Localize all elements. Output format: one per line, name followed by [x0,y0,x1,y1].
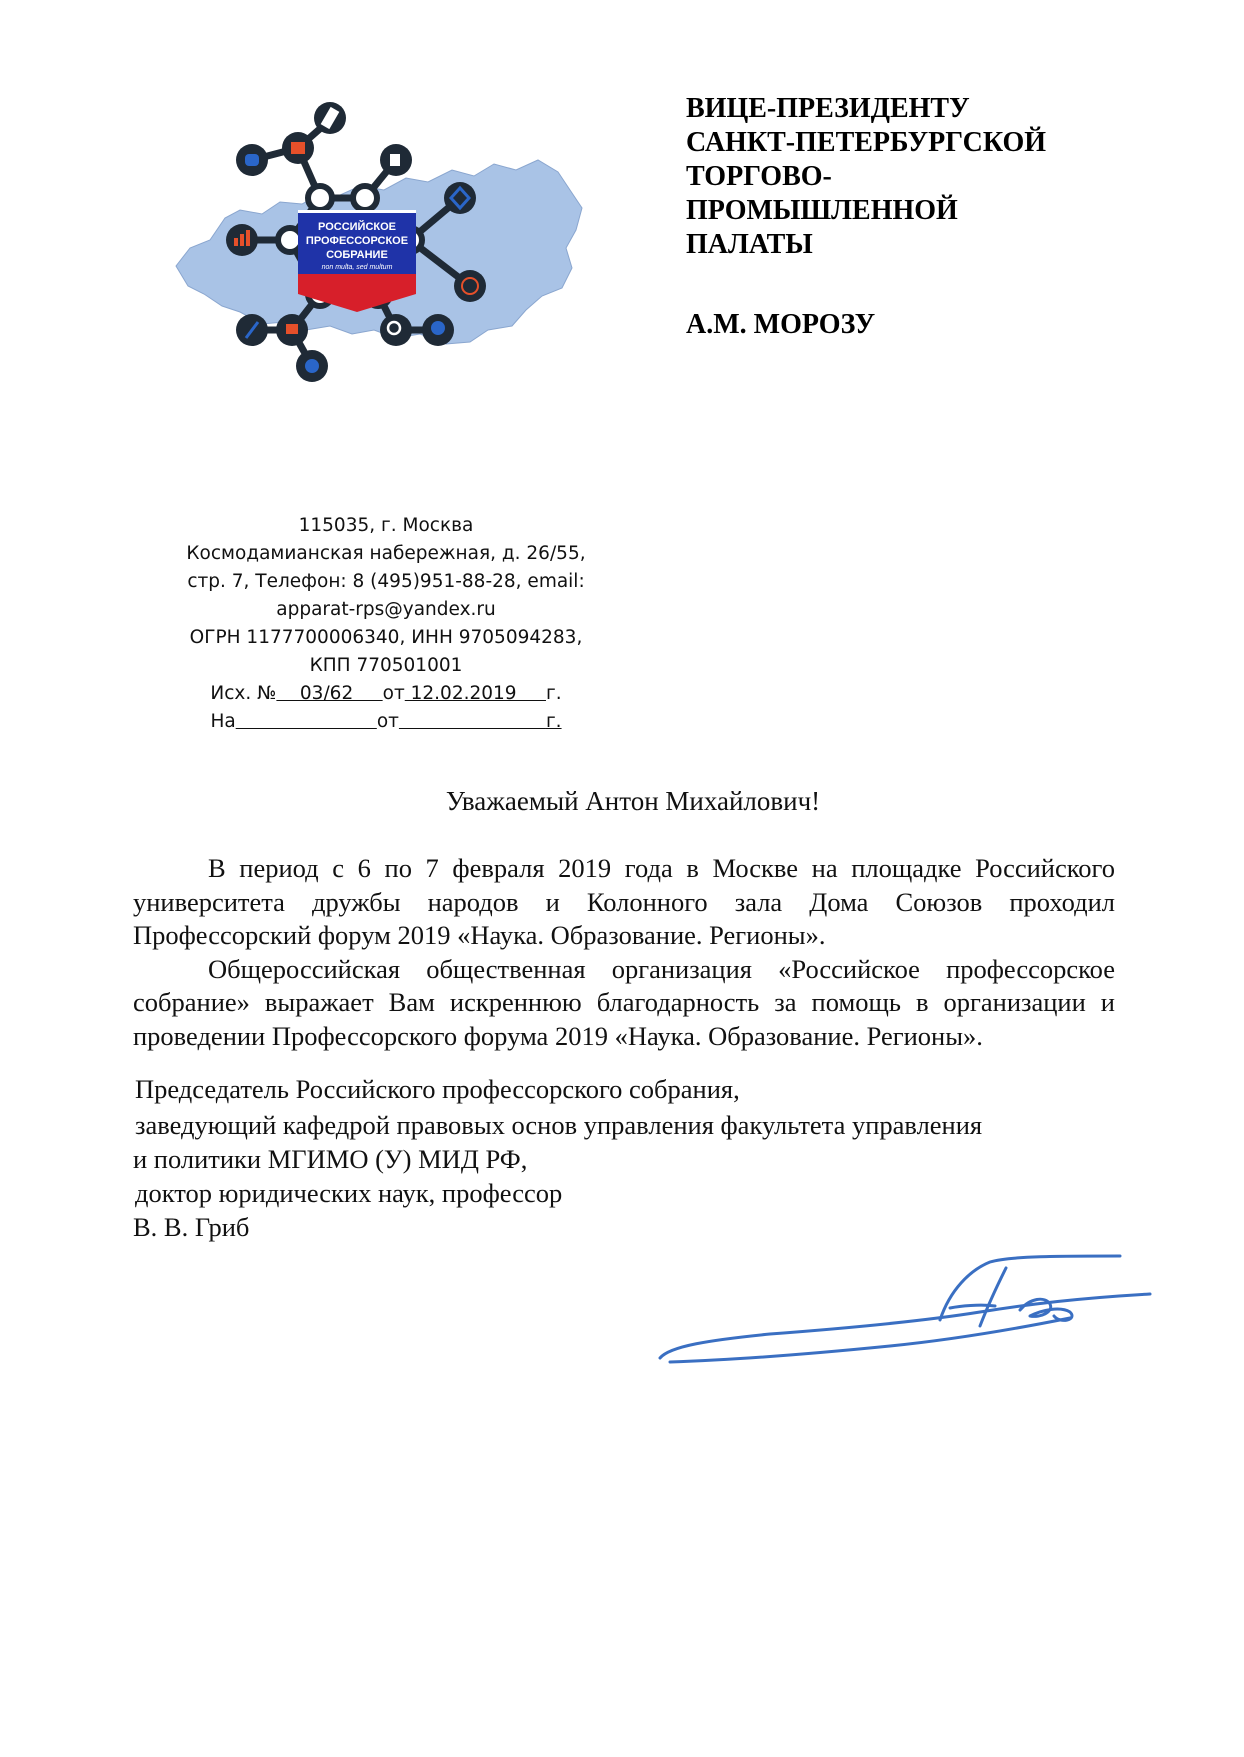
sender-details [176,512,596,736]
incoming-reference [176,708,596,736]
recipient-line: ВИЦЕ-ПРЕЗИДЕНТУ [686,93,970,124]
signer-title-line: Председатель Российского профессорского собрания, [135,1074,740,1104]
handwritten-signature [650,1250,1170,1375]
address-line: 115035, г. Москва [298,515,474,536]
letter-body [133,852,1115,1053]
recipient-line: ПАЛАТЫ [686,229,813,260]
address-line: ОГРН 1177700006340, ИНН 9705094283, [189,627,583,648]
signer-name: В. В. Гриб [133,1212,250,1242]
organization-logo [170,98,590,438]
signer-title-line: доктор юридических наук, профессор [135,1178,563,1208]
signer-title-line: заведующий кафедрой правовых основ управления факультета управления [135,1110,983,1140]
address-line: КПП 770501001 [309,655,463,676]
incoming-label: На [210,711,236,732]
logo-motto: non multa, sed multum [321,264,393,271]
address-line: стр. 7, Телефон: 8 (495)951-88-28, email: [187,571,585,592]
paragraph: В период с 6 по 7 февраля 2019 года в Москве на площадке Российского университета дружбы народов и Колонного зала Дома Союзов проходил Профессорский форум 2019 «Наука. Образование. Регионы». [133,853,1115,950]
recipient-line: САНКТ-ПЕТЕРБУРГСКОЙ [686,127,1047,158]
logo-title-line-3: СОБРАНИЕ [326,249,388,261]
signer-title-line: и политики МГИМО (У) МИД РФ, [133,1144,528,1174]
atom-icon [454,270,486,302]
molecule-node [308,186,332,210]
outgoing-year-suffix: г. [545,683,562,704]
outgoing-from-label: от [382,683,405,704]
logo-title-line-2: ПРОФЕССОРСКОЕ [305,235,409,247]
recipient-line: ТОРГОВО- [686,161,832,192]
recipient-block [686,92,1106,342]
email-address: apparat-rps@yandex.ru [276,599,496,620]
incoming-from-label: от [376,711,399,732]
shield-emblem [298,210,416,312]
incoming-date [399,711,546,732]
paragraph: Общероссийская общественная организация «Российское профессорское собрание» выражает Вам искреннюю благодарность за помощь в организации и проведении Профессорского форума 2019 «Наука. Образование. Регионы». [133,953,1115,1051]
recipient-name: А.М. МОРОЗУ [686,309,876,340]
recipient-line: ПРОМЫШЛЕННОЙ [686,195,958,226]
incoming-number [236,711,377,732]
outgoing-label: Исх. № [210,683,277,704]
address-line: Космодамианская набережная, д. 26/55, [186,543,586,564]
molecule-node [353,186,377,210]
outgoing-number: 03/62 [276,683,383,704]
greeting: Уважаемый Антон Михайлович! [445,786,821,816]
outgoing-date: 12.02.2019 [404,683,546,704]
magnifier-icon [380,314,412,346]
incoming-year-suffix: г. [545,711,562,732]
signature-block [133,1072,1133,1244]
logo-title-line-1: РОССИЙСКОЕ [318,221,396,233]
outgoing-reference [176,680,596,708]
